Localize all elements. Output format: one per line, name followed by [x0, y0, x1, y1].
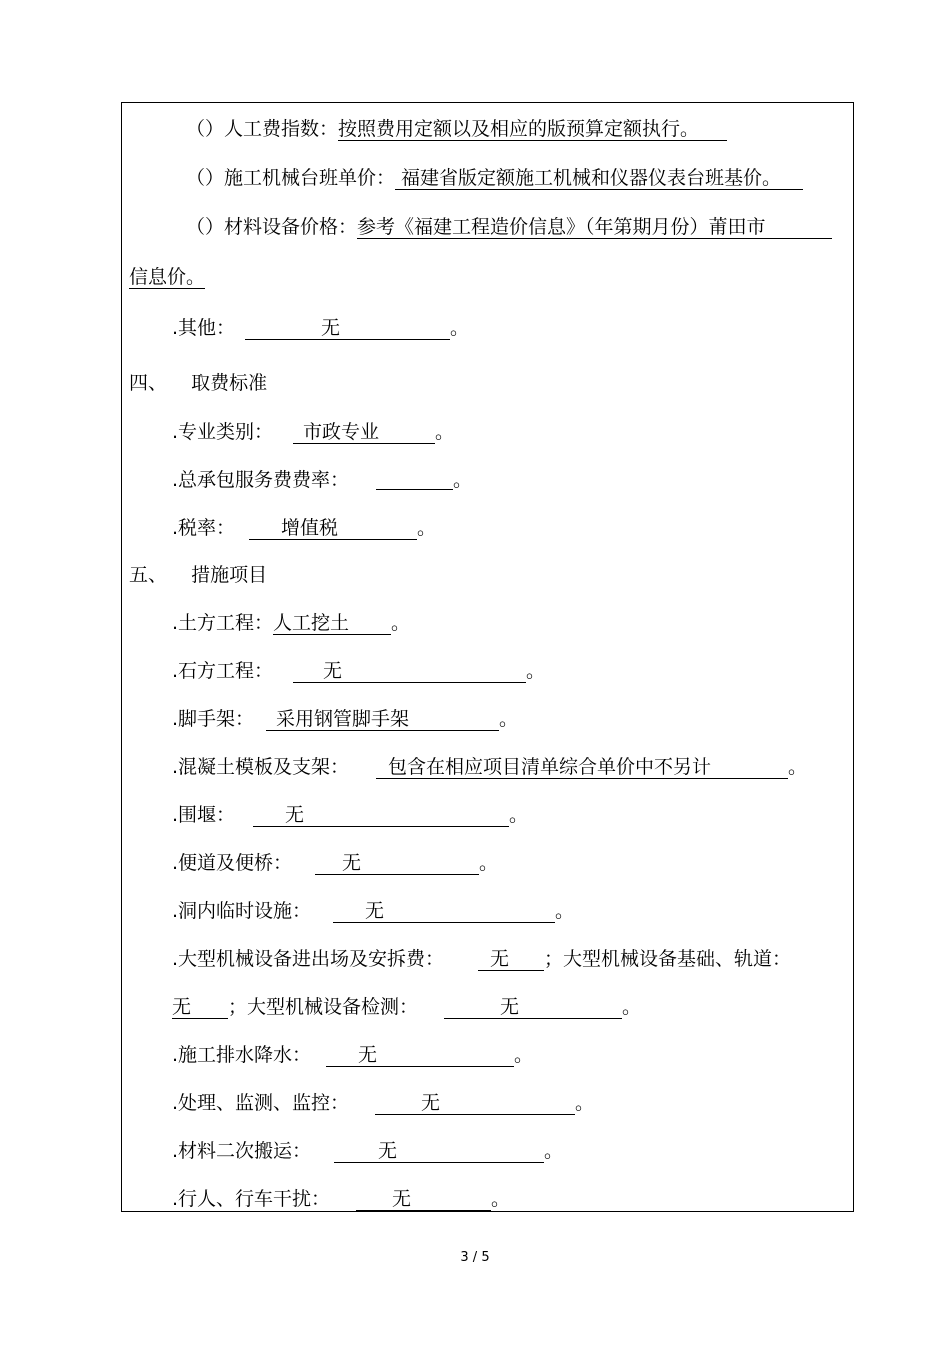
specialty-suffix: 。	[435, 421, 455, 443]
earthwork-line	[172, 611, 410, 635]
access-road-label: .便道及便桥：	[172, 852, 293, 874]
other-suffix: 。	[450, 317, 470, 339]
drainage-label: .施工排水降水：	[172, 1044, 312, 1066]
cofferdam-suffix: 。	[509, 804, 529, 826]
other-value: 无	[245, 318, 450, 340]
machinery-foundation-value: 无	[172, 997, 228, 1019]
specialty-line	[172, 420, 454, 444]
machine-price-line	[186, 166, 803, 190]
material-price-cont-line	[129, 265, 205, 289]
drainage-suffix: 。	[514, 1044, 534, 1066]
monitoring-line	[172, 1091, 594, 1115]
labor-index-line	[186, 117, 727, 141]
material-price-value: 参考《福建工程造价信息》（年第期月份）莆田市	[357, 217, 832, 239]
drainage-value: 无	[326, 1045, 514, 1067]
labor-index-label: （）人工费指数：	[186, 118, 339, 140]
specialty-label: .专业类别：	[172, 421, 274, 443]
access-road-value: 无	[315, 853, 479, 875]
tunnel-line	[172, 899, 574, 923]
machine-price-label: （）施工机械台班单价：	[186, 167, 396, 189]
section-5-heading: 五、 措施项目	[129, 564, 268, 586]
machinery-inspection-suffix: 。	[622, 996, 642, 1018]
monitoring-suffix: 。	[575, 1092, 595, 1114]
earthwork-value: 人工挖土	[273, 613, 391, 635]
stonework-label: .石方工程：	[172, 660, 274, 682]
drainage-line	[172, 1043, 533, 1067]
traffic-suffix: 。	[491, 1188, 511, 1210]
formwork-value: 包含在相应项目清单综合单价中不另计	[376, 757, 788, 779]
tax-value: 增值税	[249, 518, 417, 540]
large-machinery-line-1	[172, 947, 791, 971]
traffic-line	[172, 1187, 510, 1211]
cofferdam-label: .围堰：	[172, 804, 236, 826]
cofferdam-value: 无	[253, 805, 509, 827]
secondary-transport-label: .材料二次搬运：	[172, 1140, 312, 1162]
tunnel-suffix: 。	[555, 900, 575, 922]
formwork-label: .混凝土模板及支架：	[172, 756, 350, 778]
stonework-value: 无	[293, 661, 526, 683]
scaffold-suffix: 。	[499, 708, 519, 730]
scaffold-label: .脚手架：	[172, 708, 255, 730]
service-fee-label: .总承包服务费费率：	[172, 469, 350, 491]
large-machinery-suffix: ；大型机械设备基础、轨道：	[544, 948, 792, 970]
service-fee-suffix: 。	[453, 469, 473, 491]
labor-index-value: 按照费用定额以及相应的版预算定额执行。	[338, 119, 727, 141]
other-line	[172, 316, 469, 340]
access-road-suffix: 。	[479, 852, 499, 874]
formwork-suffix: 。	[788, 756, 808, 778]
machinery-inspection-value: 无	[444, 997, 622, 1019]
large-machinery-value: 无	[478, 949, 544, 971]
earthwork-suffix: 。	[391, 612, 411, 634]
machine-price-value: 福建省版定额施工机械和仪器仪表台班基价。	[395, 168, 803, 190]
large-machinery-label: .大型机械设备进出场及安拆费：	[172, 948, 445, 970]
traffic-value: 无	[356, 1189, 491, 1211]
traffic-label: .行人、行车干扰：	[172, 1188, 331, 1210]
material-price-cont-value: 信息价。	[129, 266, 206, 288]
formwork-line	[172, 755, 807, 779]
tunnel-label: .洞内临时设施：	[172, 900, 312, 922]
cofferdam-line	[172, 803, 528, 827]
specialty-value: 市政专业	[293, 422, 435, 444]
earthwork-label: .土方工程：	[172, 612, 274, 634]
service-fee-value	[376, 468, 453, 490]
tax-line	[172, 516, 436, 540]
monitoring-label: .处理、监测、监控：	[172, 1092, 350, 1114]
secondary-transport-value: 无	[334, 1141, 544, 1163]
other-label: .其他：	[172, 317, 236, 339]
large-machinery-line-2	[172, 995, 641, 1019]
page-number: 3 / 5	[460, 1250, 490, 1265]
material-price-label: （）材料设备价格：	[186, 216, 358, 238]
stonework-suffix: 。	[526, 660, 546, 682]
section-4-heading: 四、 取费标准	[129, 372, 268, 394]
monitoring-value: 无	[375, 1093, 575, 1115]
scaffold-line	[172, 707, 518, 731]
tax-label: .税率：	[172, 517, 236, 539]
secondary-transport-line	[172, 1139, 563, 1163]
tax-suffix: 。	[417, 517, 437, 539]
scaffold-value: 采用钢管脚手架	[266, 709, 499, 731]
machinery-inspection-label: ；大型机械设备检测：	[228, 996, 419, 1018]
access-road-line	[172, 851, 498, 875]
service-fee-line	[172, 468, 472, 492]
material-price-line	[186, 215, 832, 239]
stonework-line	[172, 659, 545, 683]
secondary-transport-suffix: 。	[544, 1140, 564, 1162]
tunnel-value: 无	[333, 901, 555, 923]
